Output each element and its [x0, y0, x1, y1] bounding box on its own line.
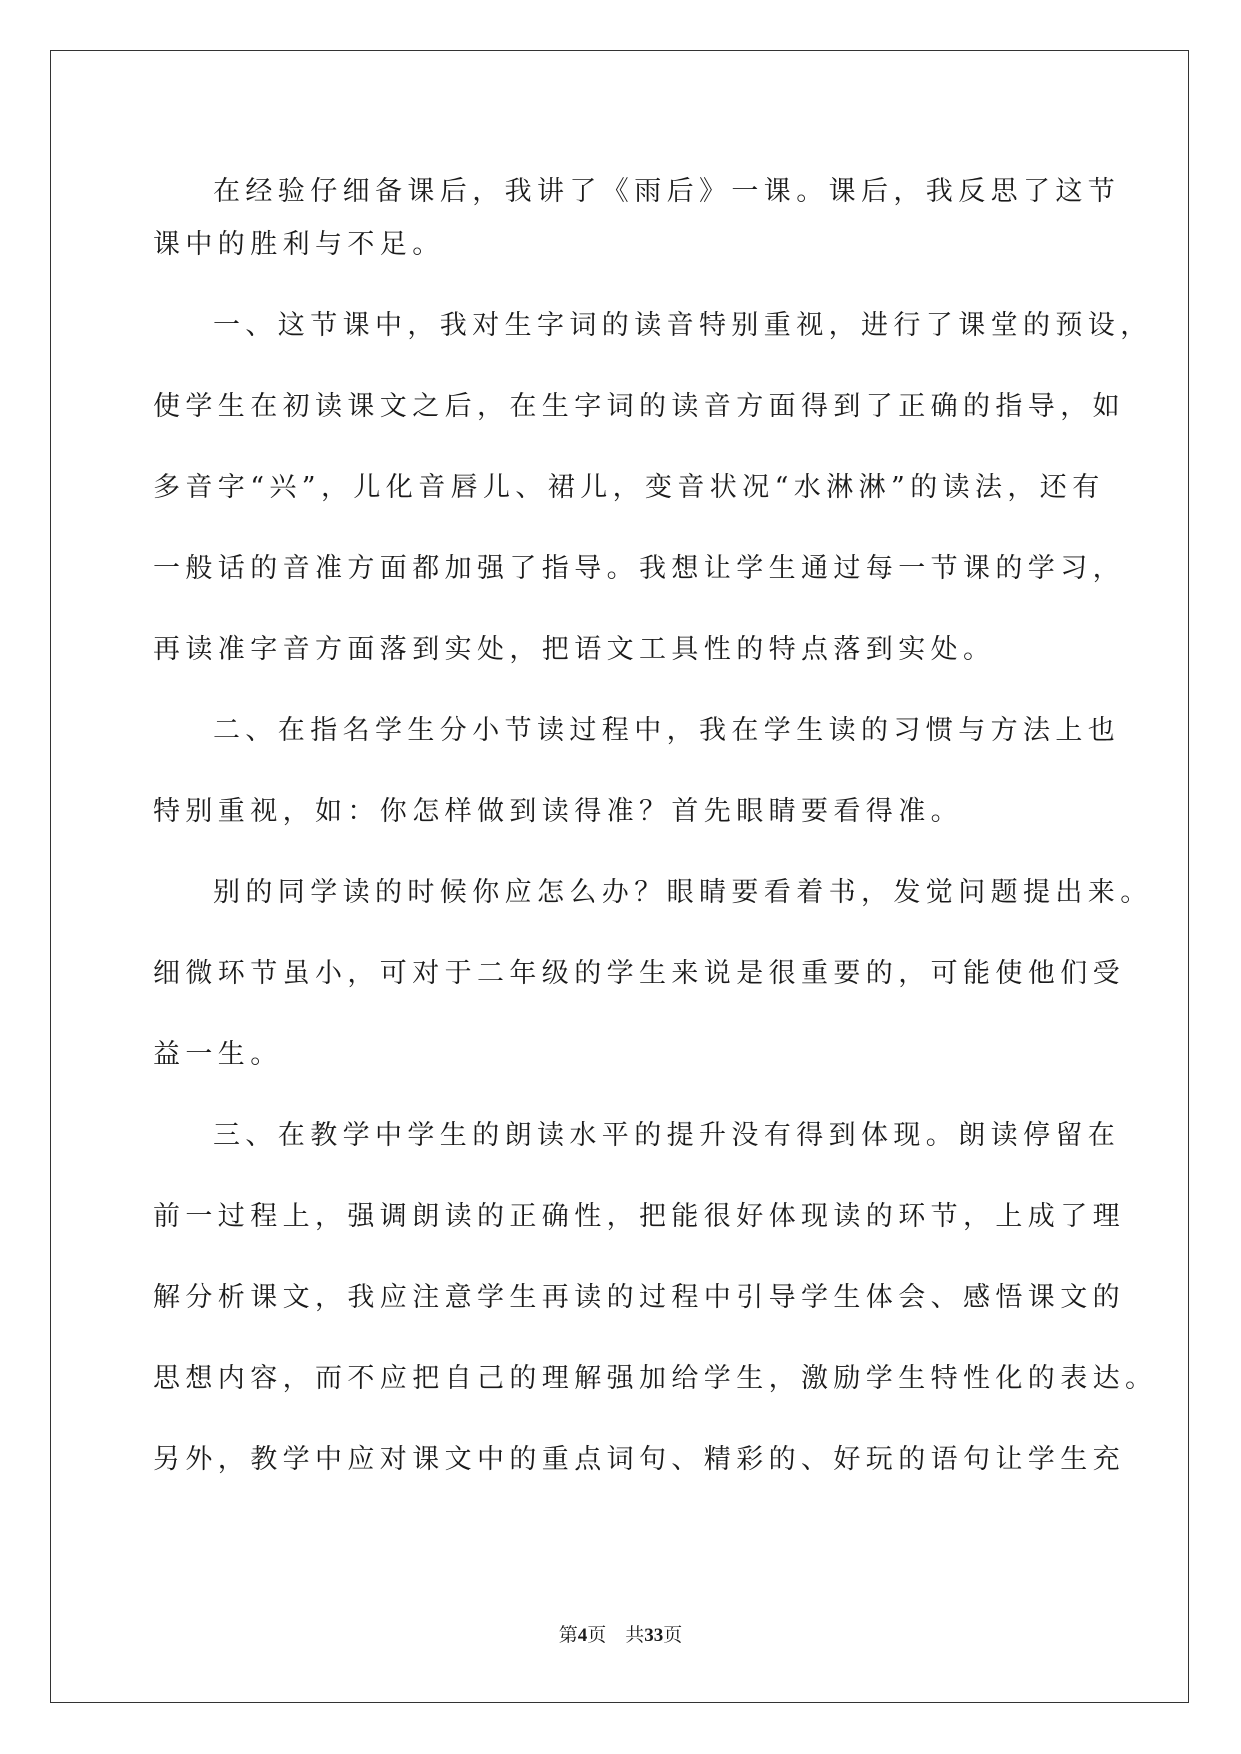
text-line: 前一过程上，强调朗读的正确性，把能很好体现读的环节，上成了理: [153, 1201, 1125, 1232]
text-line: 别的同学读的时候你应怎么办？眼睛要看着书，发觉问题提出来。: [213, 877, 1153, 908]
text-line: 特别重视，如：你怎样做到读得准？首先眼睛要看得准。: [153, 796, 963, 827]
text-line: 另外，教学中应对课文中的重点词句、精彩的、好玩的语句让学生充: [153, 1444, 1125, 1475]
text-line: 思想内容，而不应把自己的理解强加给学生，激励学生特性化的表达。: [153, 1363, 1158, 1394]
text-line: 在经验仔细备课后，我讲了《雨后》一课。课后，我反思了这节: [213, 176, 1121, 207]
text-line: 益一生。: [153, 1039, 283, 1070]
text-line: 解分析课文，我应注意学生再读的过程中引导学生体会、感悟课文的: [153, 1282, 1125, 1313]
footer-page-suffix: 页: [587, 1625, 607, 1646]
text-line: 一、这节课中，我对生字词的读音特别重视，进行了课堂的预设，: [213, 310, 1153, 341]
footer-prefix: 第: [558, 1625, 578, 1646]
page-footer: [0, 1624, 1241, 1648]
text-line: 三、在教学中学生的朗读水平的提升没有得到体现。朗读停留在: [213, 1120, 1121, 1151]
footer-total-suffix: 页: [663, 1625, 683, 1646]
text-line: 一般话的音准方面都加强了指导。我想让学生通过每一节课的学习，: [153, 553, 1125, 584]
current-page-number: 4: [577, 1625, 588, 1646]
text-line: 使学生在初读课文之后，在生字词的读音方面得到了正确的指导，如: [153, 391, 1125, 422]
text-line: 二、在指名学生分小节读过程中，我在学生读的习惯与方法上也: [213, 715, 1121, 746]
text-line: 再读准字音方面落到实处，把语文工具性的特点落到实处。: [153, 634, 996, 665]
footer-total-prefix: 共: [625, 1625, 645, 1646]
text-line: 细微环节虽小，可对于二年级的学生来说是很重要的，可能使他们受: [153, 958, 1125, 989]
text-line: 多音字“兴”，儿化音唇儿、裙儿，变音状况“水淋淋”的读法，还有: [153, 472, 1105, 503]
text-line: 课中的胜利与不足。: [153, 229, 445, 260]
total-page-count: 33: [644, 1625, 664, 1646]
